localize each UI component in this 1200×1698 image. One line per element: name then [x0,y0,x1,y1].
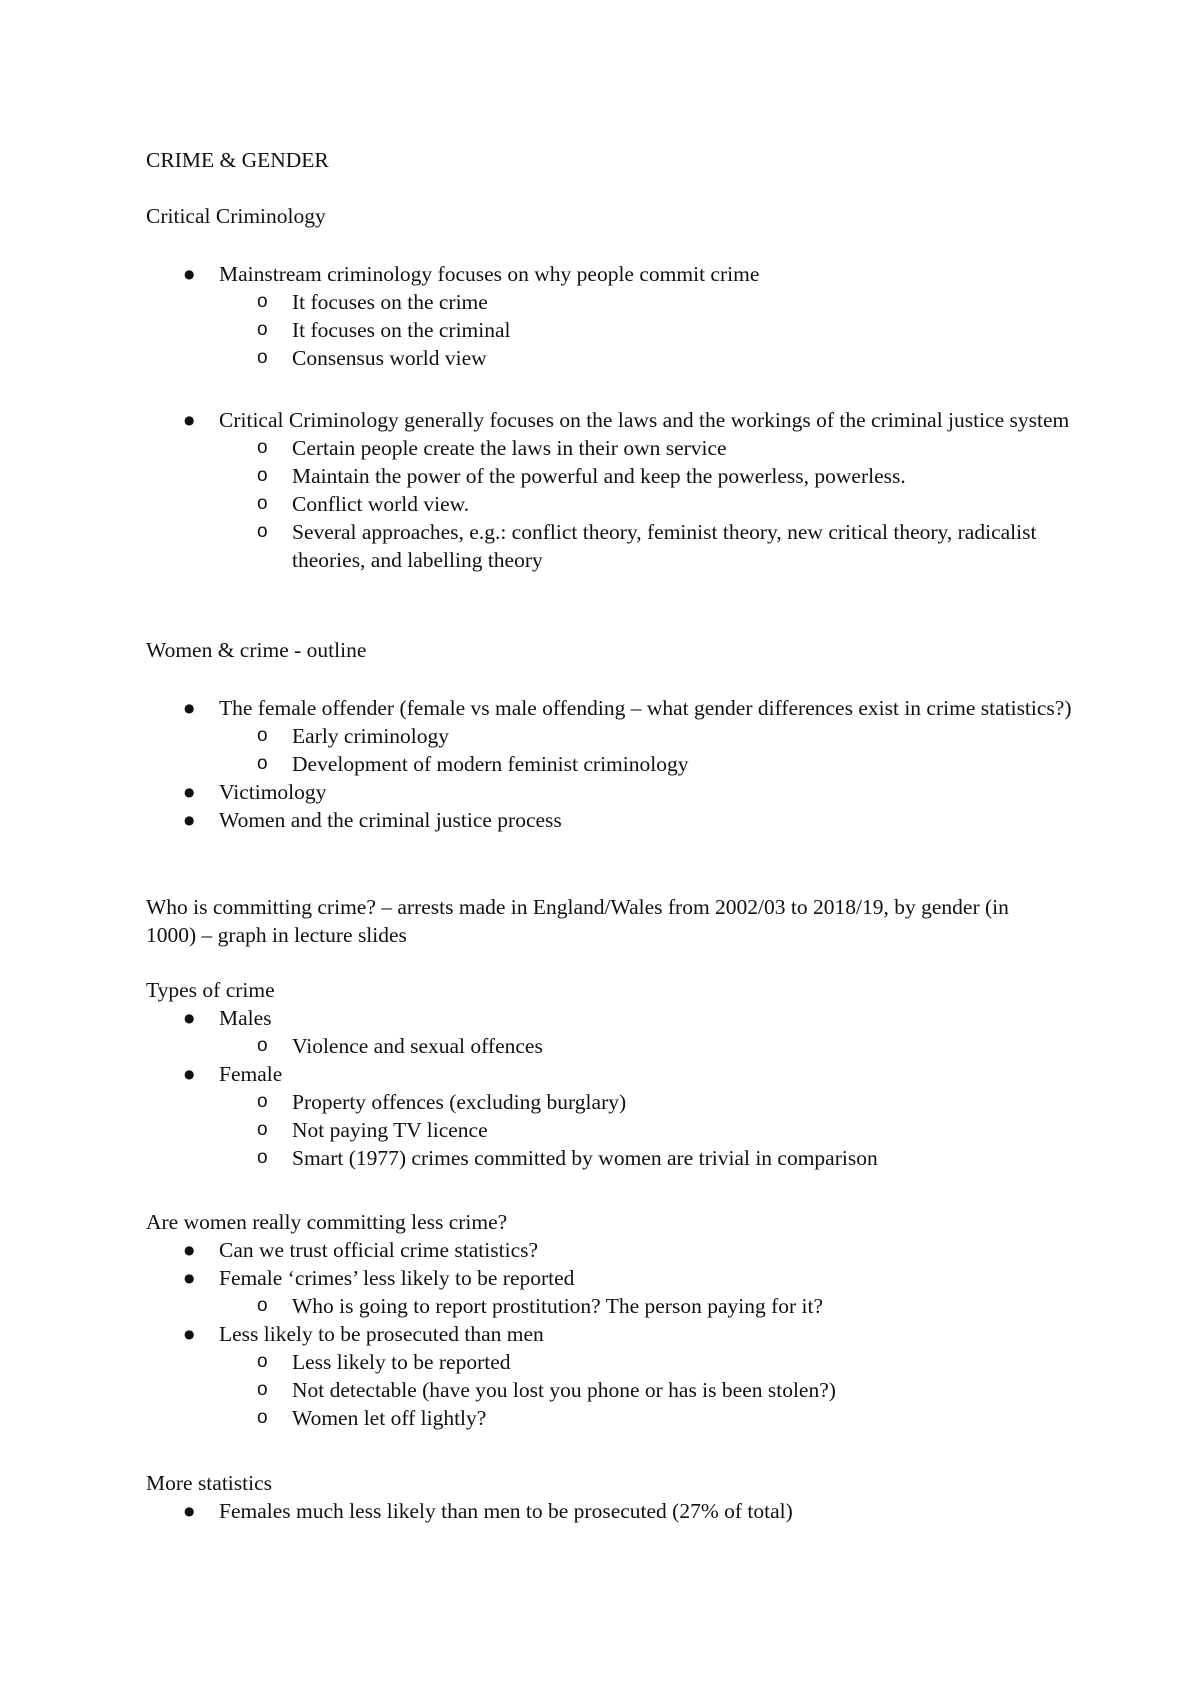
sub-list-item: o Conflict world view. [219,490,1076,518]
sub-list [219,1032,1076,1060]
section-heading: Critical Criminology [146,204,326,228]
section-types-of-crime [146,976,1076,1172]
sub-list [219,1348,1076,1432]
sub-list-item: o It focuses on the criminal [219,316,1076,344]
sub-list [219,434,1076,574]
section-women-crime [146,636,1076,834]
sub-list [219,288,1076,372]
list-item [146,1264,1076,1320]
sub-list-item: o Not detectable (have you lost you phone or has is been stolen?) [219,1376,1076,1404]
list-item-text: Female [219,1062,283,1086]
list-item-text: Males [219,1006,272,1030]
list-item [146,406,1076,574]
list-item-text: Less likely to be prosecuted than men [219,1322,544,1346]
bullet-list [146,1004,1076,1172]
sub-list-item: o Not paying TV licence [219,1116,1076,1144]
bullet-list [146,1236,1076,1432]
sub-list-item: o Several approaches, e.g.: conflict theory, feminist theory, new critical theory, radicalist theories, and labelling theory [219,518,1076,574]
section-heading: Types of crime [146,978,275,1002]
bullet-list [146,1497,1076,1525]
list-item-text: Mainstream criminology focuses on why people commit crime [219,262,760,286]
list-item-text: Female ‘crimes’ less likely to be reported [219,1266,575,1290]
bullet-list [146,406,1076,574]
list-item [146,260,1076,372]
bullet-list [146,260,1076,372]
sub-list [219,1292,1076,1320]
section-critical-criminology-continued [146,406,1076,574]
list-item: ● Females much less likely than men to be prosecuted (27% of total) [146,1497,1076,1525]
sub-list-item: o Certain people create the laws in their own service [219,434,1076,462]
section-critical-criminology [146,202,1076,372]
sub-list-item: o Smart (1977) crimes committed by women are trivial in comparison [219,1144,1076,1172]
bullet-list [146,694,1076,834]
list-item: ● Women and the criminal justice process [146,806,1076,834]
sub-list-item: o It focuses on the crime [219,288,1076,316]
list-item: ● Victimology [146,778,1076,806]
sub-list-item: o Who is going to report prostitution? The person paying for it? [219,1292,1076,1320]
list-item [146,1060,1076,1172]
list-item [146,1320,1076,1432]
list-item: ● Can we trust official crime statistics? [146,1236,1076,1264]
sub-list-item: o Property offences (excluding burglary) [219,1088,1076,1116]
sub-list-item: o Consensus world view [219,344,1076,372]
sub-list-item: o Less likely to be reported [219,1348,1076,1376]
list-item [146,1004,1076,1060]
document-title: CRIME & GENDER [146,148,329,172]
section-heading: More statistics [146,1471,272,1495]
section-heading: Are women really committing less crime? [146,1210,508,1234]
list-item-text: The female offender (female vs male offending – what gender differences exist in crime statistics?) [219,696,1072,720]
sub-list [219,722,1076,778]
paragraph-who-committing: Who is committing crime? – arrests made in England/Wales from 2002/03 to 2018/19, by gender (in 1000) – graph in lecture slides [146,895,1009,947]
list-item [146,694,1076,778]
list-item-text: Critical Criminology generally focuses on the laws and the workings of the criminal justice system [219,408,1070,432]
sub-list-item: o Violence and sexual offences [219,1032,1076,1060]
sub-list-item: o Women let off lightly? [219,1404,1076,1432]
section-less-crime [146,1208,1076,1432]
sub-list-item: o Development of modern feminist criminology [219,750,1076,778]
sub-list [219,1088,1076,1172]
sub-list-item: o Early criminology [219,722,1076,750]
sub-list-item: o Maintain the power of the powerful and keep the powerless, powerless. [219,462,1076,490]
section-more-statistics [146,1469,1076,1525]
section-heading: Women & crime - outline [146,638,367,662]
